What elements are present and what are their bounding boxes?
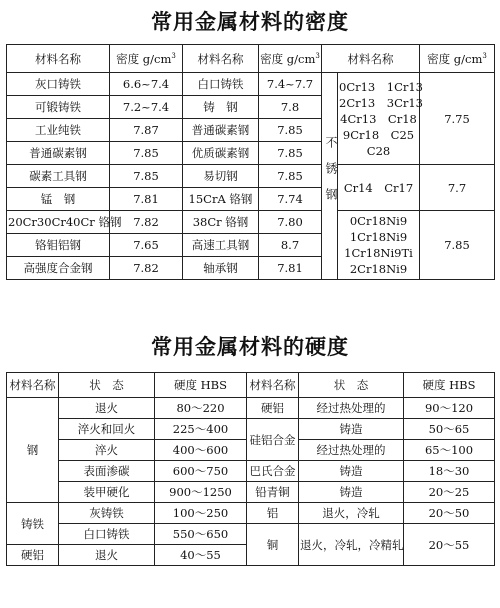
state-cell: 经过热处理的 xyxy=(299,440,404,461)
hbs-cell: 18～30 xyxy=(404,461,495,482)
state-cell: 退火，冷轧 xyxy=(299,503,404,524)
stainless-grade: 1Cr18Ni9 xyxy=(349,230,408,244)
density-cell: 7.87 xyxy=(110,119,183,142)
state-cell: 铸造 xyxy=(299,419,404,440)
table-row xyxy=(7,524,495,545)
material-cell: 20Cr30Cr40Cr 铬钢 xyxy=(7,211,110,234)
density-cell: 7.4~7.7 xyxy=(259,73,322,96)
hbs-cell: 40～55 xyxy=(155,545,247,566)
state-cell: 退火 xyxy=(59,545,155,566)
state-cell: 灰铸铁 xyxy=(59,503,155,524)
density-cell: 7.82 xyxy=(110,257,183,280)
hbs-cell: 225～400 xyxy=(155,419,247,440)
density-cell: 8.7 xyxy=(259,234,322,257)
header-hbs: 硬度 HBS xyxy=(155,373,247,398)
table-row xyxy=(7,482,495,503)
density-table xyxy=(6,44,495,280)
material-cell: 硅铝合金 xyxy=(247,419,299,461)
header-density: 密度 $g/cm^3$ xyxy=(110,45,183,73)
hbs-cell: 80～220 xyxy=(155,398,247,419)
table-row xyxy=(7,73,495,96)
density-cell: 7.81 xyxy=(259,257,322,280)
density-cell: 7.85 xyxy=(110,142,183,165)
density-cell: 7.82 xyxy=(110,211,183,234)
density-cell: 7.74 xyxy=(259,188,322,211)
hbs-cell: 50～65 xyxy=(404,419,495,440)
stainless-group-1 xyxy=(338,73,423,165)
density-cell: 7.80 xyxy=(259,211,322,234)
material-cell: 普通碳素钢 xyxy=(183,119,259,142)
density-cell: 7.85 xyxy=(259,165,322,188)
density-cell: 7.8 xyxy=(259,96,322,119)
material-cell: 高强度合金钢 xyxy=(7,257,110,280)
hbs-cell: 100～250 xyxy=(155,503,247,524)
hbs-cell: 550～650 xyxy=(155,524,247,545)
header-material-name: 材料名称 xyxy=(322,45,420,73)
stainless-grade: 0Cr18Ni9 xyxy=(349,214,408,228)
material-cell: 巴氏合金 xyxy=(247,461,299,482)
material-cell: 铅青铜 xyxy=(247,482,299,503)
state-cell: 铸造 xyxy=(299,461,404,482)
header-material-name: 材料名称 xyxy=(7,373,59,398)
header-density: 密度 $g/cm^3$ xyxy=(420,45,495,73)
material-cell: 15CrA 铬钢 xyxy=(183,188,259,211)
material-cell: 铸 钢 xyxy=(183,96,259,119)
density-cell: 7.85 xyxy=(259,142,322,165)
material-cell: 普通碳素钢 xyxy=(7,142,110,165)
material-cell: 锰 钢 xyxy=(7,188,110,211)
density-cell: 7.75 xyxy=(420,73,495,165)
density-cell: 7.85 xyxy=(259,119,322,142)
material-cell: 易切钢 xyxy=(183,165,259,188)
material-cell: 白口铸铁 xyxy=(183,73,259,96)
material-cell: 铬钼铝钢 xyxy=(7,234,110,257)
table-row xyxy=(7,461,495,482)
hardness-title: 常用金属材料的硬度 xyxy=(151,335,349,359)
table-row xyxy=(7,165,495,188)
material-cell: 优质碳素钢 xyxy=(183,142,259,165)
material-cell: 铜 xyxy=(247,524,299,566)
material-cell: 轴承钢 xyxy=(183,257,259,280)
header-state: 状 态 xyxy=(299,373,404,398)
material-cell: 硬铝 xyxy=(7,545,59,566)
state-cell: 淬火 xyxy=(59,440,155,461)
stainless-grade: C28 xyxy=(366,143,391,158)
density-cell: 6.6~7.4 xyxy=(110,73,183,96)
material-cell: 工业纯铁 xyxy=(7,119,110,142)
density-title: 常用金属材料的密度 xyxy=(151,10,349,34)
state-cell: 装甲硬化 xyxy=(59,482,155,503)
hbs-cell: 900～1250 xyxy=(155,482,247,503)
hbs-cell: 65～100 xyxy=(404,440,495,461)
table-row xyxy=(7,503,495,524)
stainless-grade: Cr14 Cr17 xyxy=(343,180,414,195)
material-cell: 38Cr 铬钢 xyxy=(183,211,259,234)
table-row xyxy=(7,398,495,419)
header-material-name: 材料名称 xyxy=(7,45,110,73)
density-cell: 7.2~7.4 xyxy=(110,96,183,119)
hardness-header-row xyxy=(7,373,495,398)
material-cell: 硬铝 xyxy=(247,398,299,419)
hbs-cell: 20～50 xyxy=(404,503,495,524)
header-material-name: 材料名称 xyxy=(183,45,259,73)
material-cell: 灰口铸铁 xyxy=(7,73,110,96)
header-state: 状 态 xyxy=(59,373,155,398)
table-row xyxy=(7,419,495,440)
header-density: 密度 $g/cm^3$ xyxy=(259,45,322,73)
density-header-row xyxy=(7,45,495,73)
hbs-cell: 20～25 xyxy=(404,482,495,503)
hbs-cell: 600～750 xyxy=(155,461,247,482)
hbs-cell: 90～120 xyxy=(404,398,495,419)
material-cell: 高速工具钢 xyxy=(183,234,259,257)
stainless-grade: 1Cr18Ni9Ti xyxy=(344,246,413,260)
material-cell: 铝 xyxy=(247,503,299,524)
header-material-name: 材料名称 xyxy=(247,373,299,398)
density-cell: 7.81 xyxy=(110,188,183,211)
material-cell: 碳素工具钢 xyxy=(7,165,110,188)
stainless-label: 不锈钢 xyxy=(324,135,338,214)
stainless-grade: 4Cr13 Cr18 xyxy=(340,111,417,126)
hardness-table xyxy=(6,372,495,566)
material-cell: 可锻铸铁 xyxy=(7,96,110,119)
table-row xyxy=(7,211,495,234)
state-cell: 铸造 xyxy=(299,482,404,503)
state-cell: 白口铸铁 xyxy=(59,524,155,545)
stainless-group-3 xyxy=(338,211,420,280)
material-cell: 钢 xyxy=(7,398,59,503)
material-cell: 铸铁 xyxy=(7,503,59,545)
density-cell: 7.85 xyxy=(110,165,183,188)
state-cell: 淬火和回火 xyxy=(59,419,155,440)
state-cell: 经过热处理的 xyxy=(299,398,404,419)
stainless-grade: 2Cr18Ni9 xyxy=(349,262,408,276)
density-cell: 7.7 xyxy=(420,165,495,211)
density-cell: 7.85 xyxy=(420,211,495,280)
stainless-group-2 xyxy=(338,165,420,211)
stainless-grade: 9Cr18 C25 xyxy=(342,127,415,142)
state-cell: 退火 xyxy=(59,398,155,419)
stainless-label-cell xyxy=(322,73,338,280)
density-cell: 7.65 xyxy=(110,234,183,257)
state-cell: 退火，冷轧，冷精轧 xyxy=(299,524,404,566)
stainless-grade: 2Cr13 3Cr13 xyxy=(339,95,423,110)
hbs-cell: 400～600 xyxy=(155,440,247,461)
stainless-grade: 0Cr13 1Cr13 xyxy=(339,79,423,94)
state-cell: 表面渗碳 xyxy=(59,461,155,482)
hbs-cell: 20～55 xyxy=(404,524,495,566)
header-hbs: 硬度 HBS xyxy=(404,373,495,398)
